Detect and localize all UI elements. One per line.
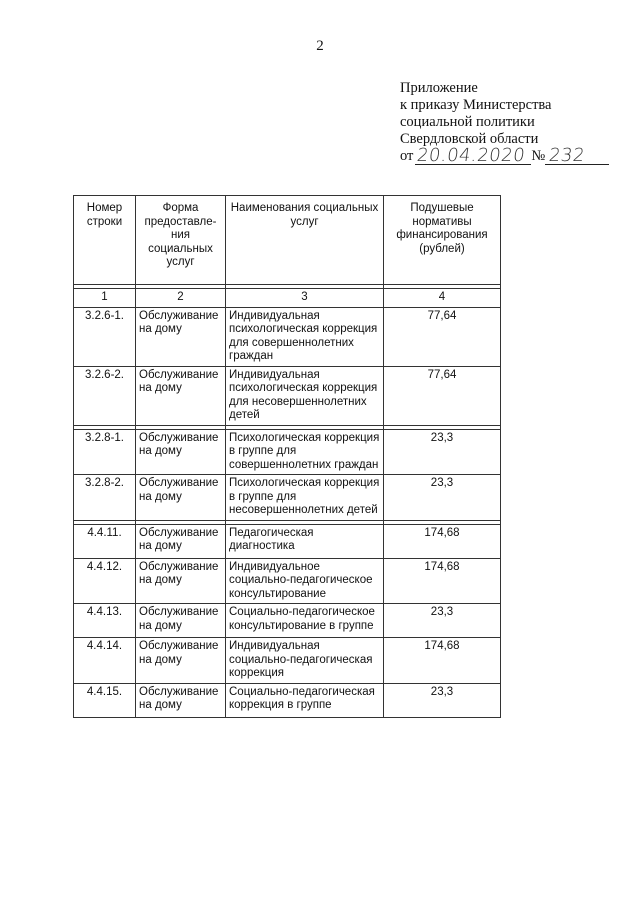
row-code: 4.4.13. — [74, 604, 136, 638]
row-code: 4.4.12. — [74, 558, 136, 604]
date-field — [415, 145, 531, 166]
row-code: 4.4.15. — [74, 683, 136, 717]
number-field — [545, 145, 609, 166]
header-code: Номер строки — [74, 196, 136, 285]
appendix-date-line — [400, 145, 609, 166]
row-service-name: Индивидуальная социально-педагогическая коррекция — [226, 638, 384, 684]
row-norm: 174,68 — [384, 638, 501, 684]
row-service-name: Социально-педагогическое консультирование в группе — [226, 604, 384, 638]
table-row — [74, 683, 501, 717]
table-row — [74, 366, 501, 425]
row-norm: 174,68 — [384, 524, 501, 558]
table-row — [74, 524, 501, 558]
row-form: Обслуживание на дому — [136, 604, 226, 638]
row-norm: 77,64 — [384, 307, 501, 366]
row-form: Обслуживание на дому — [136, 475, 226, 521]
row-norm: 23,3 — [384, 683, 501, 717]
date-prefix: от — [400, 148, 414, 164]
appendix-region: Свердловской области — [400, 131, 539, 147]
table-row — [74, 475, 501, 521]
row-service-name: Психологическая коррекция в группе для несовершеннолетних детей — [226, 475, 384, 521]
row-form: Обслуживание на дому — [136, 429, 226, 475]
header-norm: Подушевые нормативы финансирования (рублей) — [384, 196, 501, 285]
header-name: Наименования социальных услуг — [226, 196, 384, 285]
row-form: Обслуживание на дому — [136, 558, 226, 604]
row-form: Обслуживание на дому — [136, 638, 226, 684]
row-code: 3.2.6-2. — [74, 366, 136, 425]
header-form: Форма предоставле-ния социальных услуг — [136, 196, 226, 285]
appendix-ministry: социальной политики — [400, 114, 535, 130]
services-table — [73, 195, 501, 718]
table-row — [74, 558, 501, 604]
row-norm: 174,68 — [384, 558, 501, 604]
row-code: 4.4.11. — [74, 524, 136, 558]
table-header-row — [74, 196, 501, 285]
table-row — [74, 604, 501, 638]
appendix-block — [400, 80, 609, 165]
row-norm: 23,3 — [384, 604, 501, 638]
row-form: Обслуживание на дому — [136, 683, 226, 717]
row-service-name: Индивидуальное социально-педагогическое консультирование — [226, 558, 384, 604]
row-code: 3.2.6-1. — [74, 307, 136, 366]
handwritten-date: 20.04.2020 — [415, 145, 527, 166]
table-row — [74, 638, 501, 684]
row-service-name: Индивидуальная психологическая коррекция для совершеннолетних граждан — [226, 307, 384, 366]
row-norm: 23,3 — [384, 475, 501, 521]
row-norm: 77,64 — [384, 366, 501, 425]
row-form: Обслуживание на дому — [136, 366, 226, 425]
row-service-name: Педагогическая диагностика — [226, 524, 384, 558]
column-number: 1 — [74, 289, 136, 308]
row-code: 3.2.8-1. — [74, 429, 136, 475]
column-number: 4 — [384, 289, 501, 308]
row-norm: 23,3 — [384, 429, 501, 475]
column-number: 2 — [136, 289, 226, 308]
row-service-name: Индивидуальная психологическая коррекция для несовершеннолетних детей — [226, 366, 384, 425]
row-form: Обслуживание на дому — [136, 307, 226, 366]
row-service-name: Социально-педагогическая коррекция в группе — [226, 683, 384, 717]
handwritten-number: 232 — [547, 145, 587, 166]
appendix-order-ref: к приказу Министерства — [400, 97, 552, 113]
table-row — [74, 429, 501, 475]
column-number-row — [74, 289, 501, 308]
number-sign: № — [531, 148, 546, 164]
row-code: 4.4.14. — [74, 638, 136, 684]
column-number: 3 — [226, 289, 384, 308]
table-row — [74, 307, 501, 366]
row-code: 3.2.8-2. — [74, 475, 136, 521]
row-service-name: Психологическая коррекция в группе для совершеннолетних граждан — [226, 429, 384, 475]
page-number: 2 — [316, 38, 324, 54]
row-form: Обслуживание на дому — [136, 524, 226, 558]
appendix-title: Приложение — [400, 80, 478, 96]
